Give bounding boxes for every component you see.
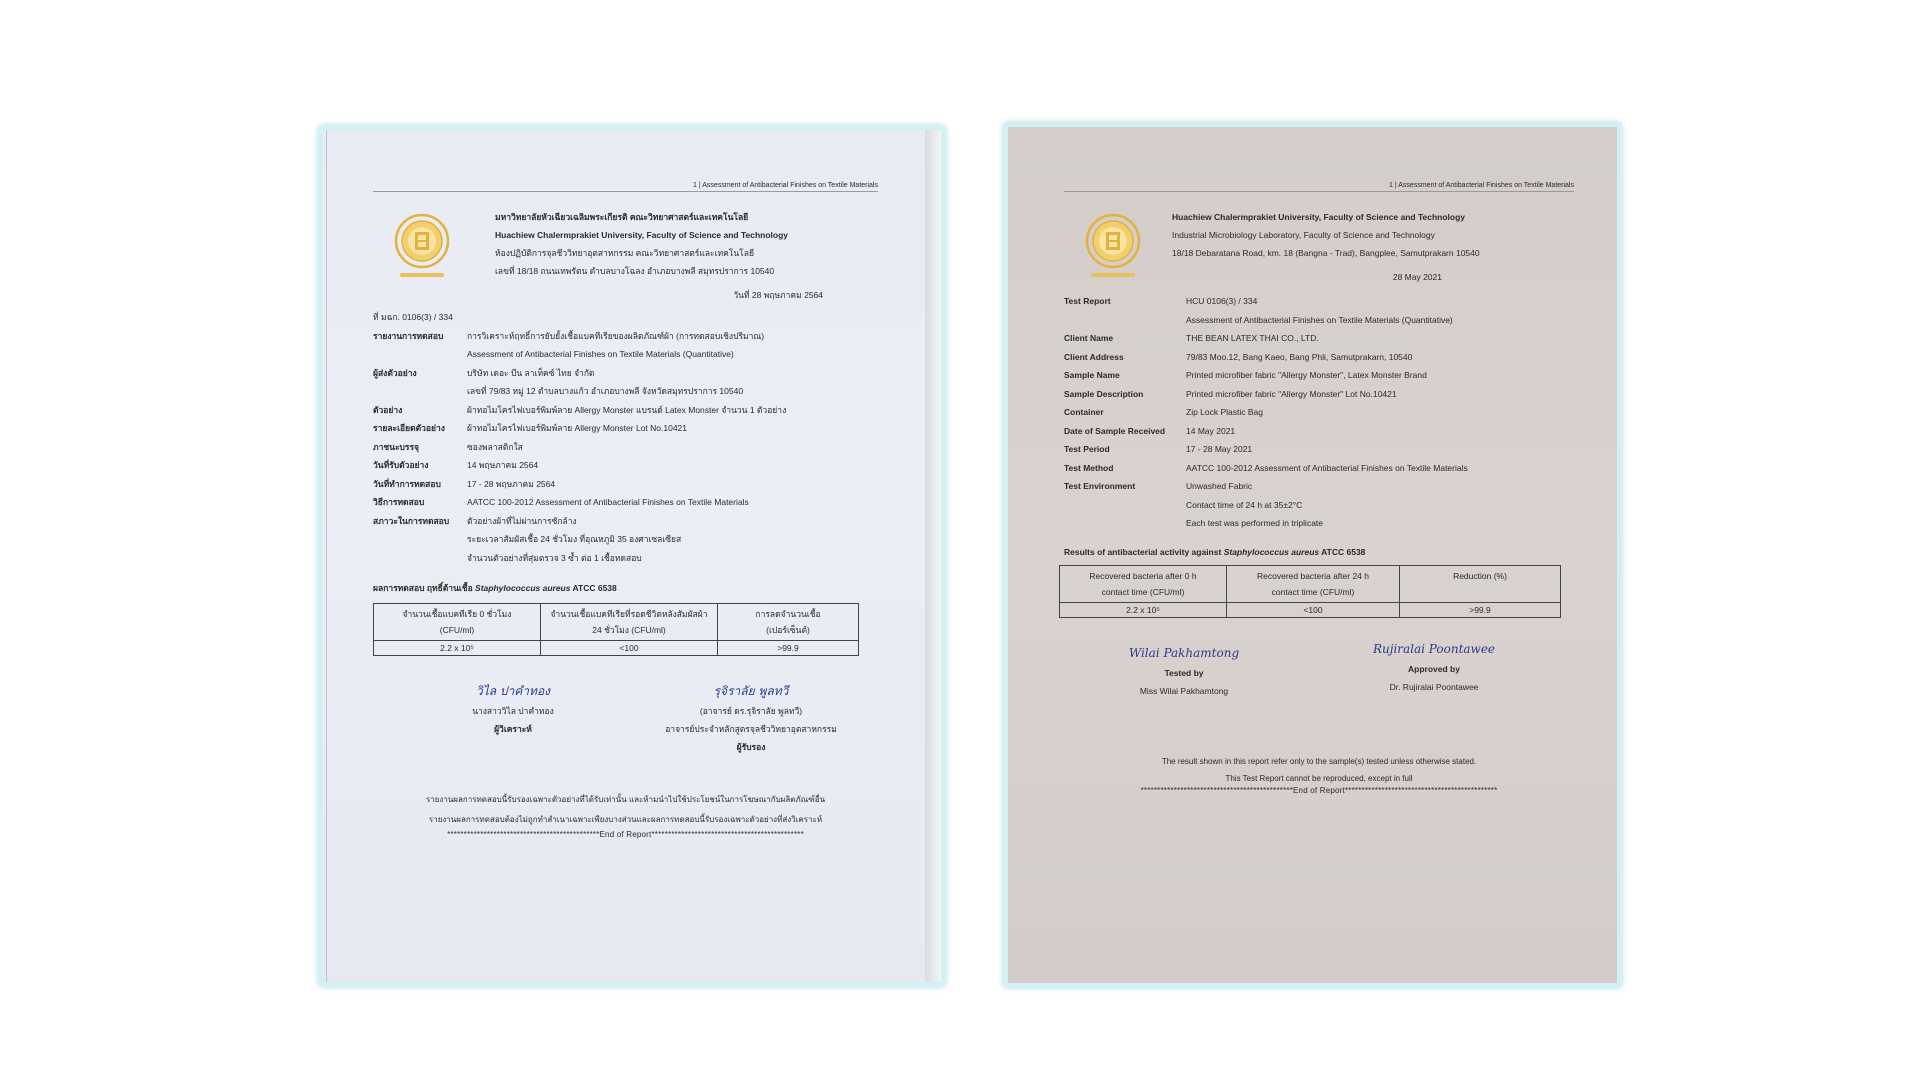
signature-tester	[1114, 644, 1254, 700]
table-cell: 2.2 x 10⁵	[374, 641, 541, 656]
field-label: ตัวอย่าง	[373, 404, 403, 415]
signature-block	[373, 682, 878, 772]
field-label	[1064, 514, 1186, 533]
header-text: (เปอร์เซ็นต์)	[766, 625, 810, 635]
field-label	[373, 345, 467, 364]
field-row	[373, 364, 878, 383]
handwritten-signature: Wilai Pakhamtong	[1128, 645, 1240, 660]
field-value: 17 - 28 May 2021	[1186, 444, 1253, 454]
signature-block	[1064, 641, 1574, 734]
field-row	[373, 456, 878, 475]
field-label: ผู้ส่งตัวอย่าง	[373, 367, 417, 378]
field-label: Container	[1064, 407, 1104, 417]
field-row	[373, 438, 878, 457]
thai-report-paper	[323, 130, 941, 982]
field-row	[1064, 440, 1574, 459]
field-row	[1064, 496, 1574, 515]
field-row	[1064, 514, 1574, 533]
field-row	[1064, 403, 1574, 422]
handwritten-signature: Rujiralai Poontawee	[1372, 641, 1496, 656]
results-heading-organism: Staphylococcus aureus	[1223, 546, 1320, 557]
field-value: AATCC 100-2012 Assessment of Antibacterial Finishes on Textile Materials	[467, 497, 749, 507]
field-row	[1064, 385, 1574, 404]
report-fields	[373, 308, 878, 567]
table-header-cell	[1400, 565, 1561, 602]
field-row	[373, 512, 878, 531]
signer-role: ผู้รับรอง	[736, 742, 766, 752]
table-cell: >99.9	[1400, 602, 1561, 617]
table-cell: <100	[1227, 602, 1400, 617]
field-label: สภาวะในการทดสอบ	[373, 515, 450, 526]
field-row	[1064, 459, 1574, 478]
results-heading-suffix: ATCC 6538	[1321, 546, 1366, 557]
letterhead-line-2: Huachiew Chalermprakiet University, Faculty of Science and Technology	[495, 230, 789, 240]
signer-name: (อาจารย์ ดร.รุจิราลัย พูลทวี)	[699, 706, 803, 716]
header-text: Recovered bacteria after 0 h	[1089, 570, 1197, 581]
field-label: วิธีการทดสอบ	[373, 497, 425, 507]
field-value: ตัวอย่างผ้าที่ไม่ผ่านการซักล้าง	[467, 515, 577, 526]
table-header-cell	[1060, 565, 1227, 602]
field-row	[1064, 366, 1574, 385]
running-head: 1 | Assessment of Antibacterial Finishes on Textile Materials	[1064, 182, 1574, 192]
signer-role: Approved by	[1408, 663, 1460, 674]
field-value: Printed microfiber fabric "Allergy Monster" Lot No.10421	[1186, 388, 1397, 399]
signer-name: Dr. Rujiralai Poontawee	[1389, 681, 1479, 692]
header-text: จำนวนเชื้อแบคทีเรีย 0 ชั่วโมง	[402, 609, 512, 619]
report-fields	[1064, 292, 1574, 533]
header-text: จำนวนเชื้อแบคทีเรียที่รอดชีวิตหลังสัมผัสผ้า	[550, 609, 708, 619]
thai-report-frame	[318, 125, 946, 987]
field-label: รายละเอียดตัวอย่าง	[373, 423, 445, 433]
table-cell: >99.9	[718, 641, 859, 656]
signature-analyst	[443, 682, 583, 738]
field-row	[373, 419, 878, 438]
field-row	[1064, 477, 1574, 496]
results-heading-suffix: ATCC 6538	[572, 583, 617, 593]
field-label: รายงานการทดสอบ	[373, 330, 444, 341]
field-label	[1064, 496, 1186, 515]
field-row	[373, 549, 878, 568]
field-value: บริษัท เดอะ บีน ลาเท็คซ์ ไทย จำกัด	[467, 367, 595, 378]
letterhead	[373, 208, 878, 286]
signer-name: นางสาววิไล ปาคำทอง	[472, 706, 554, 716]
disclaimer	[1064, 752, 1574, 786]
table-header-cell	[541, 604, 718, 641]
end-of-report: **********************************************End of Report**********************************************	[1140, 785, 1498, 795]
field-value: Assessment of Antibacterial Finishes on Textile Materials (Quantitative)	[1186, 314, 1453, 325]
field-row	[1064, 329, 1574, 348]
letterhead-line-3: 18/18 Debaratana Road, km. 18 (Bangna - Trad), Bangplee, Samutprakarn 10540	[1172, 248, 1480, 258]
end-of-report: **********************************************End of Report**********************************************	[447, 830, 804, 839]
field-label: Sample Description	[1064, 388, 1144, 399]
table-row	[374, 641, 859, 656]
results-table	[1059, 565, 1561, 618]
signer-name: Miss Wilai Pakhamtong	[1139, 685, 1229, 696]
field-value: ซองพลาสติกใส	[467, 441, 523, 452]
field-row	[1064, 292, 1574, 311]
header-text: 24 ชั่วโมง (CFU/ml)	[592, 625, 666, 635]
table-cell: <100	[541, 641, 718, 656]
table-row	[1060, 602, 1561, 617]
field-row	[1064, 422, 1574, 441]
field-row	[373, 345, 878, 364]
results-heading-organism: Staphylococcus aureus	[475, 583, 571, 593]
disclaimer	[373, 790, 878, 830]
field-row	[373, 308, 878, 327]
field-label: วันที่รับตัวอย่าง	[373, 460, 429, 470]
field-value: Each test was performed in triplicate	[1186, 518, 1324, 528]
field-label: ที่ มฉก. 0106(3) / 334	[373, 312, 453, 322]
university-seal-icon	[394, 213, 450, 283]
disclaimer-line: รายงานผลการทดสอบต้องไม่ถูกทำสำเนาเฉพาะเพียงบางส่วนและผลการทดสอบนี้รับรองเฉพาะตัวอย่างที่ส่งวิเคราะห์	[428, 815, 823, 824]
field-value: THE BEAN LATEX THAI CO., LTD.	[1186, 333, 1319, 343]
letterhead-line-1: มหาวิทยาลัยหัวเฉียวเฉลิมพระเกียรติ คณะวิทยาศาสตร์และเทคโนโลยี	[495, 212, 749, 222]
field-label: Test Environment	[1064, 481, 1136, 491]
disclaimer-line: This Test Report cannot be reproduced, except in full	[1225, 773, 1413, 783]
field-row	[1064, 348, 1574, 367]
english-report-document	[1064, 182, 1574, 795]
letterhead-line-1: Huachiew Chalermprakiet University, Faculty of Science and Technology	[1172, 212, 1466, 222]
field-value: Assessment of Antibacterial Finishes on Textile Materials (Quantitative)	[467, 349, 734, 359]
results-heading	[1064, 547, 1574, 557]
field-label	[373, 530, 467, 549]
field-label: Client Name	[1064, 333, 1114, 343]
field-row	[373, 327, 878, 346]
field-value: Contact time of 24 h at 35±2°C	[1186, 499, 1303, 510]
field-value: จำนวนตัวอย่างที่สุ่มตรวจ 3 ซ้ำ ต่อ 1 เชื้อทดสอบ	[467, 552, 642, 563]
field-label: Date of Sample Received	[1064, 425, 1166, 436]
header-text: Recovered bacteria after 24 h	[1257, 570, 1369, 581]
field-value: การวิเคราะห์ฤทธิ์การยับยั้งเชื้อแบคทีเรียของผลิตภัณฑ์ผ้า (การทดสอบเชิงปริมาณ)	[467, 330, 765, 341]
table-header-row	[1060, 565, 1561, 602]
field-label: Sample Name	[1064, 370, 1120, 380]
table-header-cell	[374, 604, 541, 641]
header-text: contact time (CFU/ml)	[1271, 586, 1355, 597]
header-text: การลดจำนวนเชื้อ	[755, 609, 821, 619]
signer-title: อาจารย์ประจำหลักสูตรจุลชีววิทยาอุตสาหกรรม	[665, 724, 837, 734]
field-label: ภาชนะบรรจุ	[373, 441, 420, 452]
results-heading	[373, 581, 878, 595]
signer-role: Tested by	[1164, 667, 1204, 678]
field-value: 14 พฤษภาคม 2564	[467, 460, 539, 470]
field-row	[373, 475, 878, 494]
field-value: เลขที่ 79/83 หมู่ 12 ตำบลบางแก้ว อำเภอบางพลี จังหวัดสมุทรปราการ 10540	[467, 386, 744, 396]
letterhead-line-3: ห้องปฏิบัติการจุลชีววิทยาอุตสาหกรรม คณะวิทยาศาสตร์และเทคโนโลยี	[495, 248, 754, 258]
signature-approver	[641, 682, 861, 756]
letterhead-line-4: เลขที่ 18/18 ถนนเทพรัตน ตำบลบางโฉลง อำเภอบางพลี สมุทรปราการ 10540	[495, 266, 775, 276]
field-row	[373, 382, 878, 401]
field-row	[1064, 311, 1574, 330]
results-heading-prefix: Results of antibacterial activity against	[1064, 546, 1222, 557]
field-value: 79/83 Moo.12, Bang Kaeo, Bang Phli, Samutprakarn, 10540	[1186, 351, 1413, 362]
signer-role: ผู้วิเคราะห์	[494, 724, 532, 734]
field-value: AATCC 100-2012 Assessment of Antibacterial Finishes on Textile Materials	[1186, 462, 1468, 473]
signature-approver	[1354, 640, 1514, 696]
table-header-cell	[1227, 565, 1400, 602]
field-label: Client Address	[1064, 351, 1124, 362]
table-cell: 2.2 x 10⁵	[1060, 602, 1227, 617]
letterhead-line-2: Industrial Microbiology Laboratory, Faculty of Science and Technology	[1172, 230, 1435, 240]
handwritten-signature: รุจิราลัย พูลทวี	[713, 684, 789, 698]
field-value: 17 - 28 พฤษภาคม 2564	[467, 478, 556, 489]
field-label: วันที่ทำการทดสอบ	[373, 478, 441, 489]
field-label: Test Method	[1064, 462, 1114, 473]
field-label	[373, 549, 467, 568]
header-text: Reduction (%)	[1453, 570, 1507, 581]
field-value	[453, 308, 878, 327]
table-header-row	[374, 604, 859, 641]
report-date: 28 May 2021	[1392, 272, 1442, 282]
field-label	[1064, 311, 1186, 330]
results-heading-prefix: ผลการทดสอบ ฤทธิ์ต้านเชื้อ	[373, 583, 473, 593]
results-table	[373, 603, 859, 656]
disclaimer-line: รายงานผลการทดสอบนี้รับรองเฉพาะตัวอย่างที่ได้รับเท่านั้น และห้ามนำไปใช้ประโยชน์ในการโฆษณากับผลิตภัณฑ์อื่น	[425, 795, 826, 804]
english-report-frame	[1003, 122, 1622, 988]
table-header-cell	[718, 604, 859, 641]
field-value: ผ้าทอไมโครไฟเบอร์พิมพ์ลาย Allergy Monster Lot No.10421	[467, 423, 688, 433]
running-head: 1 | Assessment of Antibacterial Finishes on Textile Materials	[373, 182, 878, 192]
field-value: Zip Lock Plastic Bag	[1186, 407, 1264, 417]
letterhead	[1064, 208, 1574, 286]
field-label: Test Period	[1064, 444, 1110, 454]
handwritten-signature: วิไล ปาคำทอง	[475, 684, 551, 698]
field-value: 14 May 2021	[1186, 425, 1236, 436]
university-seal-icon	[1085, 213, 1141, 283]
english-report-paper	[1008, 127, 1617, 983]
field-value: HCU 0106(3) / 334	[1186, 296, 1258, 306]
field-row	[373, 493, 878, 512]
field-value: ระยะเวลาสัมผัสเชื้อ 24 ชั่วโมง ที่อุณหภูมิ 35 องศาเซลเซียส	[467, 534, 682, 544]
header-text: contact time (CFU/ml)	[1101, 586, 1185, 597]
field-label	[373, 382, 467, 401]
field-value: ผ้าทอไมโครไฟเบอร์พิมพ์ลาย Allergy Monster แบรนด์ Latex Monster จำนวน 1 ตัวอย่าง	[467, 404, 787, 415]
field-row	[373, 401, 878, 420]
disclaimer-line: The result shown in this report refer only to the sample(s) tested unless otherwise stated.	[1161, 756, 1477, 766]
field-value: Printed microfiber fabric "Allergy Monster", Latex Monster Brand	[1186, 370, 1427, 380]
field-label: Test Report	[1064, 296, 1111, 306]
report-date: วันที่ 28 พฤษภาคม 2564	[733, 290, 823, 300]
field-value: Unwashed Fabric	[1186, 481, 1253, 491]
header-text: (CFU/ml)	[439, 625, 475, 635]
thai-report-document	[373, 182, 878, 839]
field-row	[373, 530, 878, 549]
